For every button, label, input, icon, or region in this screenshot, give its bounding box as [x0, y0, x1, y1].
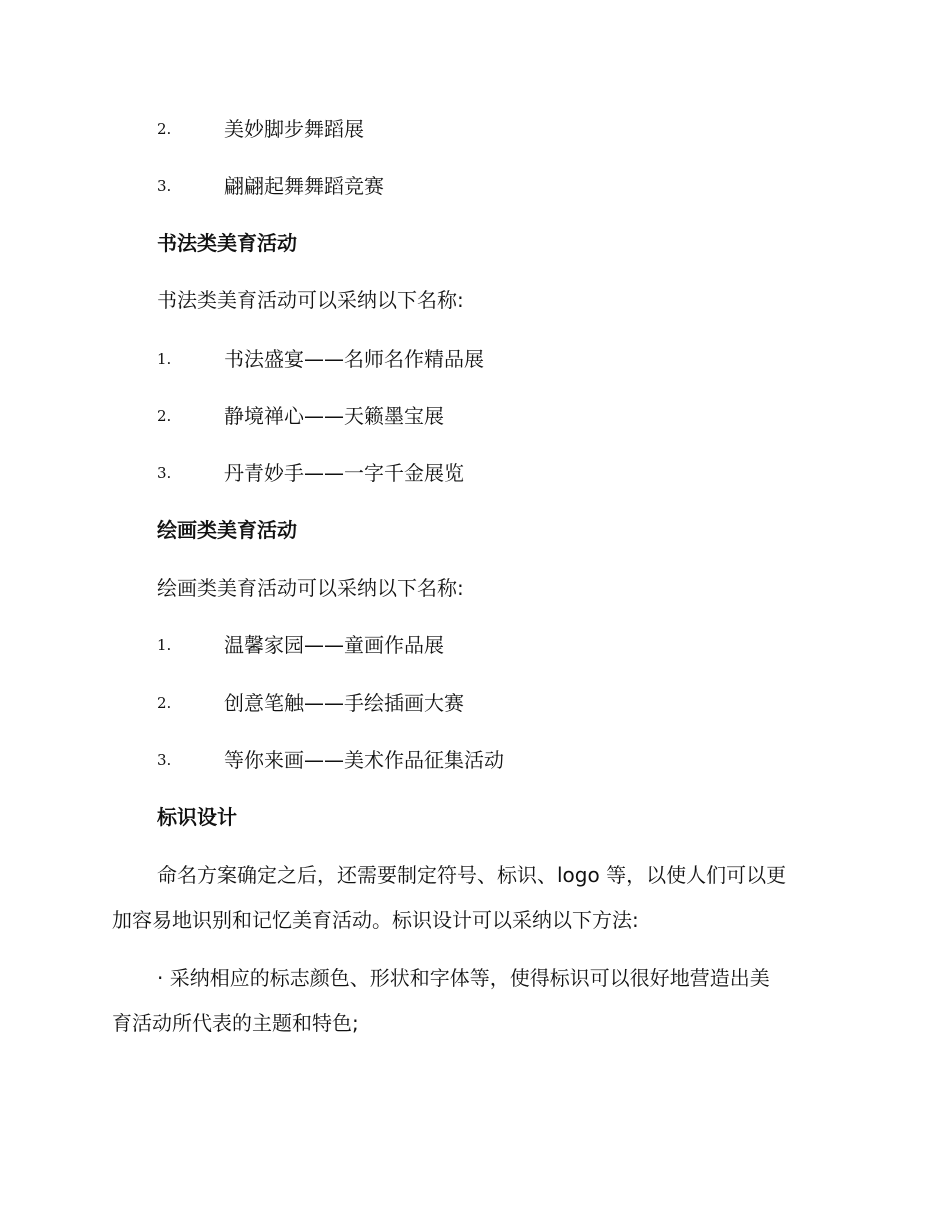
- list-number: 2.: [157, 407, 172, 425]
- list-number: 3.: [157, 177, 172, 195]
- list-number: 2.: [157, 120, 172, 138]
- list-item: 书法盛宴——名师名作精品展: [224, 347, 484, 371]
- list-item: 美妙脚步舞蹈展: [224, 117, 364, 141]
- section-intro-calligraphy: 书法类美育活动可以采纳以下名称:: [157, 288, 464, 312]
- list-item: 静境禅心——天籁墨宝展: [224, 404, 444, 428]
- section-heading-painting: 绘画类美育活动: [157, 518, 297, 542]
- list-number: 1.: [157, 350, 172, 368]
- bullet-paragraph-line: 育活动所代表的主题和特色;: [112, 1011, 359, 1035]
- list-number: 1.: [157, 636, 172, 654]
- bullet-paragraph-line: · 采纳相应的标志颜色、形状和字体等，使得标识可以很好地营造出美: [157, 966, 770, 990]
- paragraph-line: 加容易地识别和记忆美育活动。标识设计可以采纳以下方法:: [112, 908, 639, 932]
- section-intro-painting: 绘画类美育活动可以采纳以下名称:: [157, 576, 464, 600]
- list-item: 丹青妙手——一字千金展览: [224, 461, 464, 485]
- section-heading-calligraphy: 书法类美育活动: [157, 231, 297, 255]
- list-number: 3.: [157, 751, 172, 769]
- list-item: 翩翩起舞舞蹈竞赛: [224, 174, 384, 198]
- list-item: 等你来画——美术作品征集活动: [224, 748, 504, 772]
- paragraph-line: 命名方案确定之后，还需要制定符号、标识、logo 等，以使人们可以更: [157, 863, 787, 887]
- section-heading-logo-design: 标识设计: [157, 805, 237, 829]
- list-item: 创意笔触——手绘插画大赛: [224, 691, 464, 715]
- list-number: 3.: [157, 464, 172, 482]
- list-item: 温馨家园——童画作品展: [224, 633, 444, 657]
- list-number: 2.: [157, 694, 172, 712]
